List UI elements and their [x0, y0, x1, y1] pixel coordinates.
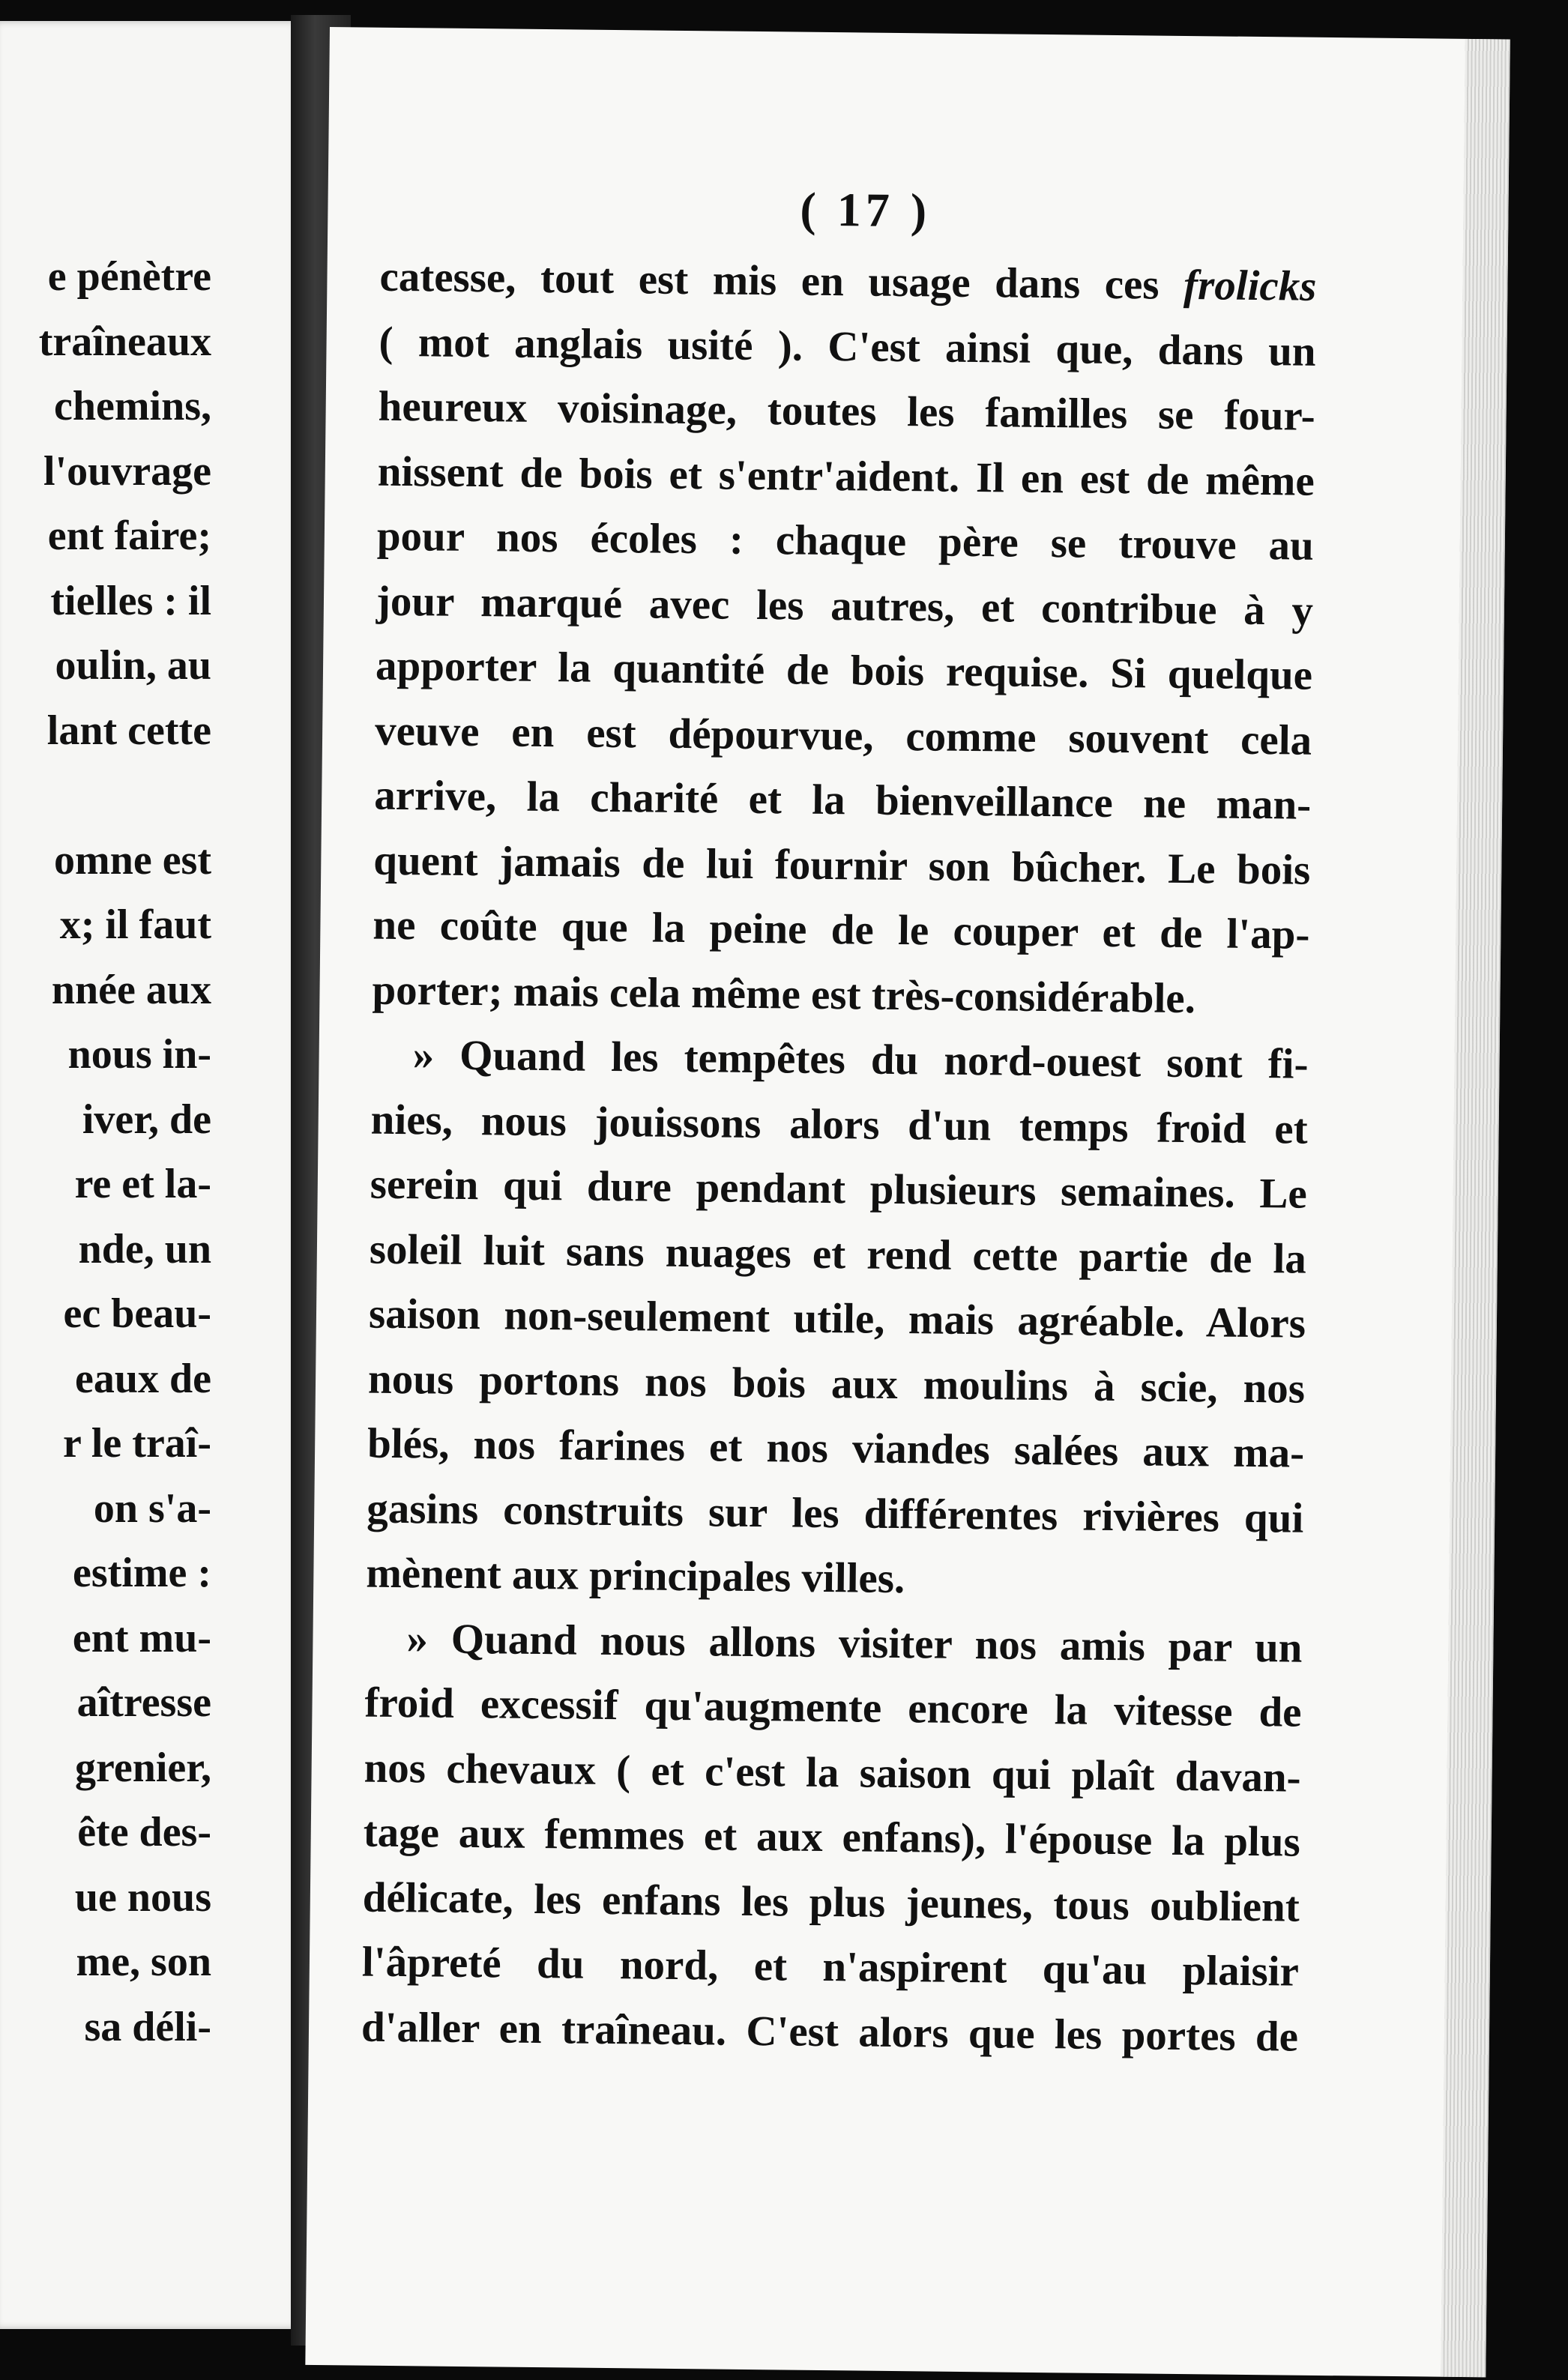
text-line-content: serein qui dure pendant plusieurs semaines. Le	[370, 1160, 1308, 1218]
text-line-content: d'aller en traîneau. C'est alors que les portes de	[361, 2003, 1299, 2061]
text-line-content: froid excessif qu'augmente encore la vitesse de	[364, 1679, 1302, 1736]
text-line	[361, 1995, 1299, 2070]
left-page-line: chemins,	[54, 383, 211, 429]
right-page	[305, 27, 1510, 2377]
left-page-line: ue nous	[74, 1873, 211, 1921]
text-line	[363, 1801, 1300, 1876]
text-line-content: porter; mais cela même est très-considérable.	[372, 966, 1196, 1022]
text-line	[364, 1736, 1301, 1810]
left-page-line: omne est	[54, 836, 211, 884]
left-page-line: re et la-	[74, 1161, 211, 1207]
text-line	[379, 245, 1317, 320]
text-line	[367, 1412, 1305, 1487]
left-page-line: ent faire;	[47, 513, 211, 559]
text-line-content: blés, nos farines et nos viandes salées aux ma-	[367, 1419, 1305, 1477]
text-line	[372, 958, 1309, 1033]
text-line-content: gasins construits sur les différentes rivières qui	[366, 1485, 1304, 1542]
left-page-line: lant cette	[46, 707, 211, 754]
text-line-content: tage aux femmes et aux enfans), l'épouse la plus	[363, 1808, 1301, 1866]
text-line-content: apporter la quantité de bois requise. Si quelque	[375, 641, 1313, 699]
left-page-line: nnée aux	[51, 966, 211, 1013]
text-line-content: » Quand les tempêtes du nord-ouest sont fi-	[412, 1031, 1309, 1088]
text-line	[379, 309, 1316, 384]
text-line-content: ( mot anglais usité ). C'est ainsi que, dans un	[379, 318, 1316, 375]
page-number: ( 17 )	[800, 182, 932, 238]
body-text	[361, 245, 1317, 2070]
text-line-content: délicate, les enfans les plus jeunes, tous oublient	[362, 1873, 1300, 1931]
text-line	[370, 1087, 1308, 1162]
text-line	[369, 1282, 1306, 1357]
left-page-line: traîneaux	[38, 318, 211, 365]
text-line-content: mènent aux principales villes.	[366, 1549, 905, 1603]
text-line	[364, 1671, 1302, 1746]
text-line	[368, 1347, 1306, 1422]
text-line	[367, 1476, 1304, 1551]
text-line-content: l'âpreté du nord, et n'aspirent qu'au plaisir	[361, 1938, 1300, 1996]
left-page-line: me, son	[76, 1939, 211, 1985]
text-line-content: saison non-seulement utile, mais agréable. Alors	[368, 1290, 1306, 1347]
text-line-content: heureux voisinage, toutes les familles se four-	[378, 382, 1315, 440]
left-page-line: e pénètre	[47, 253, 211, 300]
left-page-line: oulin, au	[55, 642, 211, 689]
left-page-line	[39, 763, 211, 828]
text-line	[373, 893, 1310, 968]
text-line	[376, 504, 1314, 579]
text-line-content: nissent de bois et s'entr'aident. Il en est de même	[377, 447, 1315, 505]
left-page-line: x; il faut	[59, 901, 211, 948]
text-line-content: ne coûte que la peine de le couper et de l'ap-	[373, 901, 1310, 958]
page-edge	[1441, 39, 1510, 2377]
left-page-line: on s'a-	[93, 1485, 211, 1532]
text-line	[378, 375, 1315, 450]
text-line	[366, 1541, 1303, 1616]
left-page-line: tielles : il	[50, 577, 211, 624]
left-page-line: grenier,	[75, 1744, 211, 1791]
left-page-line: estime :	[72, 1550, 211, 1596]
text-line	[371, 1023, 1309, 1098]
text-line	[370, 1153, 1307, 1227]
text-line	[362, 1865, 1300, 1940]
text-line-content: arrive, la charité et la bienveillance ne man-	[373, 771, 1312, 829]
text-line-content: quent jamais de lui fournir son bûcher. Le bois	[373, 836, 1311, 894]
text-line-content: catesse, tout est mis en usage dans ces	[379, 253, 1184, 309]
text-line-content: pour nos écoles : chaque père se trouve au	[376, 512, 1315, 570]
text-line-content: soleil luit sans nuages et rend cette partie de la	[369, 1225, 1307, 1283]
left-page-line: iver, de	[82, 1096, 211, 1143]
text-line-content: » Quand nous allons visiter nos amis par un	[406, 1614, 1303, 1672]
left-page-line: ec beau-	[63, 1290, 211, 1337]
text-line-content: jour marqué avec les autres, et contribue à y	[376, 577, 1314, 635]
left-page-line: eaux de	[75, 1355, 211, 1402]
text-line-content: veuve en est dépourvue, comme souvent cela	[374, 707, 1312, 764]
left-page-line: aîtresse	[76, 1679, 211, 1726]
text-line	[376, 569, 1314, 644]
left-page-line: ent mu-	[72, 1614, 211, 1661]
text-line	[375, 698, 1312, 773]
text-line	[365, 1606, 1303, 1681]
left-page-line: nde, un	[78, 1225, 211, 1272]
text-line	[377, 439, 1315, 514]
left-page-line: l'ouvrage	[43, 447, 211, 495]
text-line-content: nous portons nos bois aux moulins à scie, nos	[367, 1355, 1306, 1413]
text-line-content: nos chevaux ( et c'est la saison qui plaît davan-	[364, 1744, 1301, 1801]
left-page-line: nous in-	[67, 1031, 211, 1078]
text-line	[362, 1930, 1300, 2005]
left-page-text	[39, 244, 211, 2059]
italic-word: frolicks	[1183, 261, 1317, 310]
left-page-line: ête des-	[77, 1809, 211, 1855]
text-line	[376, 634, 1313, 709]
text-line	[374, 764, 1312, 839]
text-line	[373, 828, 1311, 903]
left-page-line: r le traî-	[63, 1420, 211, 1467]
text-line	[369, 1217, 1306, 1292]
left-page	[0, 21, 300, 2329]
left-page-line: sa déli-	[84, 2003, 211, 2050]
text-line-content: nies, nous jouissons alors d'un temps froid et	[370, 1096, 1309, 1153]
